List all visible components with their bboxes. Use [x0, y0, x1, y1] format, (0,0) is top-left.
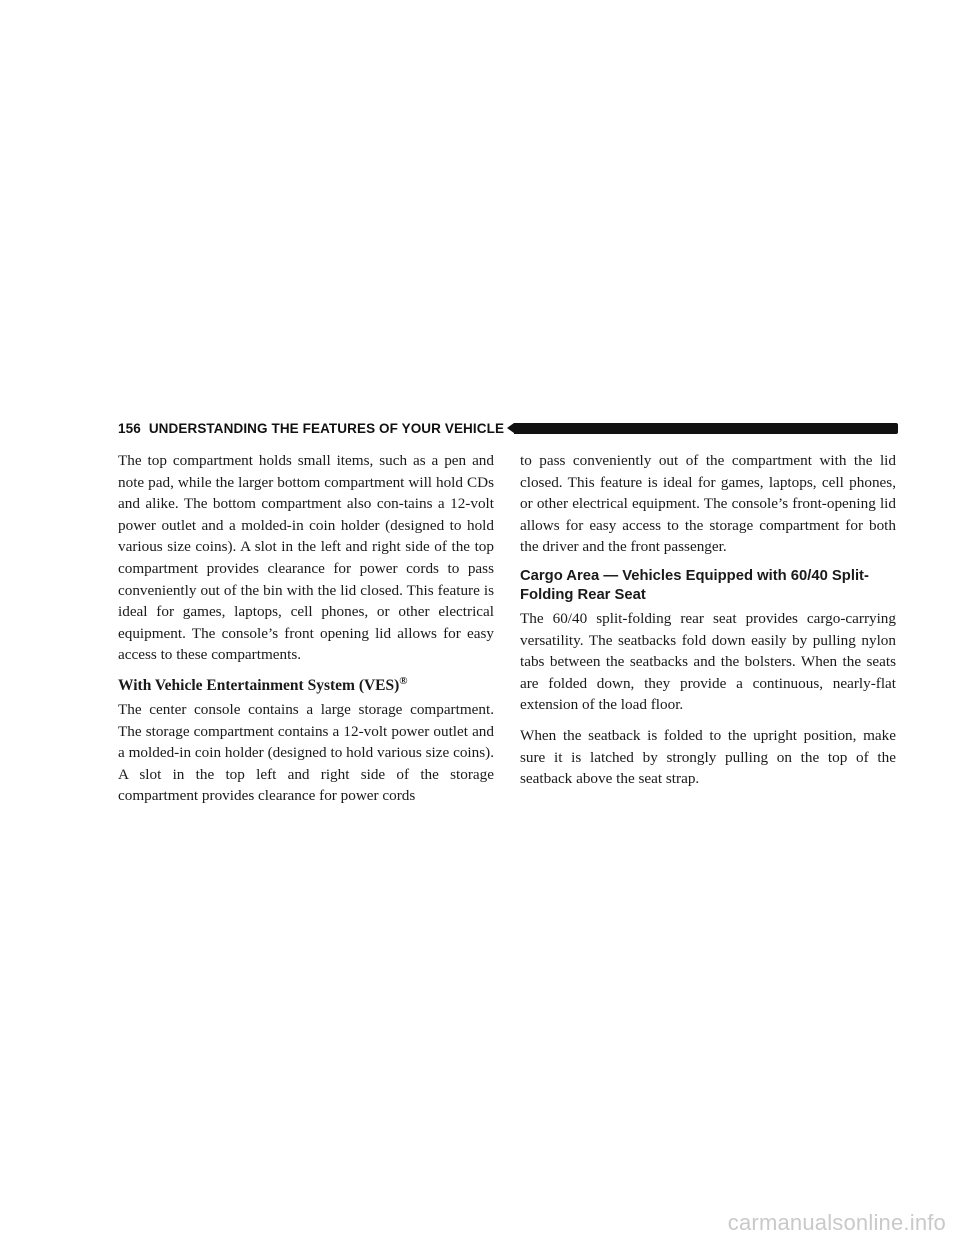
- header-rule: [514, 423, 898, 434]
- ves-heading-text: With Vehicle Entertainment System (VES): [118, 676, 400, 694]
- page-number: 156: [118, 420, 141, 436]
- left-paragraph-2: The center console contains a large storage compartment. The storage compartment contains a 12-volt power outlet and a molded-in coin holder (designed to hold various size coins). A slot in the top left and right side of the storage compartment provides clearance for power cords: [118, 700, 494, 805]
- left-column: [118, 450, 494, 816]
- right-paragraph-2: The 60/40 split-folding rear seat provides cargo-carrying versatility. The seatbacks fold down easily by pulling nylon tabs between the seatbacks and the bolsters. When the seats are folded down, they provide a continuous, nearly-flat extension of the load floor.: [520, 609, 896, 714]
- right-column: [520, 450, 896, 799]
- left-paragraph-1: The top compartment holds small items, such as a pen and note pad, while the larger bottom compartment will hold CDs and alike. The bottom compartment also con-tains a 12-volt power outlet and a molded-in coin holder (designed to hold various size coins). A slot in the left and right side of the top compartment provides clearance for power cords to pass conveniently out of the bin with the lid closed. This feature is ideal for games, laptops, cell phones, or other electrical equipment. The console’s front opening lid allows for easy access to these compartments.: [118, 452, 494, 664]
- ves-heading: [118, 675, 494, 697]
- section-title: UNDERSTANDING THE FEATURES OF YOUR VEHICLE: [148, 420, 505, 436]
- right-paragraph-1: to pass conveniently out of the compartment with the lid closed. This feature is ideal for games, laptops, cell phones, or other electrical equipment. The console’s front-opening lid allows for easy access to the storage compartment for both the driver and the front passenger.: [520, 452, 896, 556]
- right-paragraph-3: When the seatback is folded to the upright position, make sure it is latched by strongly pulling on the top of the seatback above the seat strap.: [520, 726, 896, 788]
- watermark-text: carmanualsonline.info: [727, 1210, 946, 1235]
- page-header: [118, 418, 898, 438]
- cargo-area-heading: Cargo Area — Vehicles Equipped with 60/40 Split-Folding Rear Seat: [520, 567, 869, 604]
- registered-mark: ®: [399, 674, 408, 687]
